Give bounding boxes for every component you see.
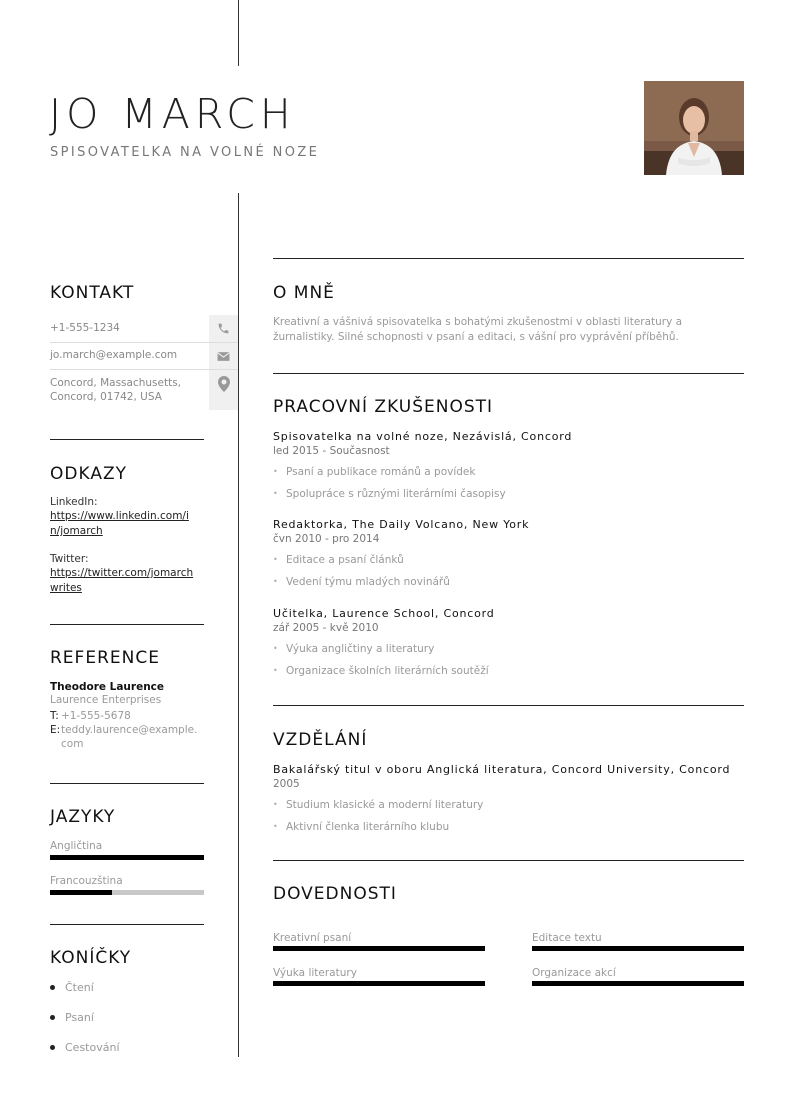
education-degree: Bakalářský titul v oboru Anglická literatura, Concord University, Concord: [273, 763, 731, 776]
vertical-divider-top: [238, 0, 239, 66]
language-name: Angličtina: [50, 840, 103, 852]
reference-company: Laurence Enterprises: [50, 694, 162, 706]
skill-label: Organizace akcí: [532, 967, 616, 979]
job-bullet: • Vedení týmu mladých novinářů: [273, 571, 744, 593]
divider: [273, 258, 744, 259]
skill-bar: [532, 981, 744, 986]
reference-section-title: REFERENCE: [50, 648, 160, 668]
education-year: 2005: [273, 778, 300, 790]
twitter-url-line1[interactable]: https://twitter.com/jomarch: [50, 567, 194, 579]
hobby-item: [50, 1011, 94, 1024]
job-bullets: [273, 549, 744, 593]
job-bullets: [273, 638, 744, 682]
job-bullets: [273, 461, 744, 505]
skill-label: Editace textu: [532, 932, 602, 944]
divider: [273, 705, 744, 706]
job-bullet: • Organizace školních literárních soutěží: [273, 660, 744, 682]
job-entry: [273, 430, 744, 505]
linkedin-url-line1[interactable]: https://www.linkedin.com/i: [50, 510, 189, 522]
about-section-title: O MNĚ: [273, 283, 335, 303]
about-text: Kreativní a vášnivá spisovatelka s bohatými zkušenostmi v oblasti literatury a žurnalistiky. Silné schopnosti v psaní a editaci, s vášní pro vyprávění příběhů.: [273, 316, 683, 343]
contact-section-title: KONTAKT: [50, 283, 135, 303]
skill-bar: [273, 981, 485, 986]
hobbies-section-title: KONÍČKY: [50, 948, 132, 968]
divider: [50, 783, 204, 784]
job-bullet: • Editace a psaní článků: [273, 549, 744, 571]
divider: [50, 439, 204, 440]
reference-email: [61, 723, 197, 751]
job-bullet: • Výuka angličtiny a literatury: [273, 638, 744, 660]
bullet-dot: [50, 985, 55, 990]
bullet-dot: [50, 1015, 55, 1020]
job-title: Redaktorka, The Daily Volcano, New York: [273, 518, 530, 531]
job-entry: [273, 518, 744, 593]
contact-address: [50, 376, 200, 404]
language-level-bar: [50, 855, 204, 860]
language-item: [50, 875, 204, 895]
job-bullet: • Psaní a publikace románů a povídek: [273, 461, 744, 483]
languages-section-title: JAZYKY: [50, 807, 116, 827]
envelope-icon: [209, 343, 238, 369]
reference-email-line2: com: [61, 738, 84, 750]
links-section-title: ODKAZY: [50, 464, 127, 484]
link-twitter: [50, 553, 204, 596]
resume-name: JO MARCH: [49, 90, 296, 138]
hobby-label: Čtení: [65, 981, 94, 994]
twitter-url[interactable]: [50, 566, 204, 596]
link-label: LinkedIn:: [50, 496, 98, 508]
skill-item: [273, 932, 485, 951]
education-entry: [273, 763, 744, 838]
language-level-fill: [50, 890, 112, 895]
job-date: zář 2005 - kvě 2010: [273, 622, 379, 634]
bullet-dot: [50, 1045, 55, 1050]
job-entry: [273, 607, 744, 682]
linkedin-url-line2[interactable]: n/jomarch: [50, 525, 103, 537]
skill-item: [273, 967, 485, 986]
reference-phone-prefix: T:: [50, 710, 59, 722]
language-level-fill: [50, 855, 204, 860]
skill-label: Kreativní psaní: [273, 932, 352, 944]
phone-icon: [209, 315, 238, 342]
hobby-label: Psaní: [65, 1011, 94, 1024]
education-section-title: VZDĚLÁNÍ: [273, 730, 368, 750]
job-date: led 2015 - Současnost: [273, 445, 390, 457]
reference-name: Theodore Laurence: [50, 681, 165, 693]
reference-phone: +1-555-5678: [61, 710, 131, 722]
job-title: Učitelka, Laurence School, Concord: [273, 607, 495, 620]
link-linkedin: [50, 496, 204, 539]
job-title: Spisovatelka na volné noze, Nezávislá, Concord: [273, 430, 573, 443]
map-pin-icon: [209, 370, 238, 410]
resume-subtitle: SPISOVATELKA NA VOLNÉ NOZE: [50, 145, 320, 160]
skills-section-title: DOVEDNOSTI: [273, 884, 397, 904]
job-bullet: • Spolupráce s různými literárními časopisy: [273, 483, 744, 505]
language-name: Francouzština: [50, 875, 123, 887]
link-label: Twitter:: [50, 553, 89, 565]
education-bullets: [273, 794, 744, 838]
contact-phone: +1-555-1234: [50, 322, 120, 334]
hobby-label: Cestování: [65, 1041, 120, 1054]
reference-email-prefix: E:: [50, 724, 61, 736]
reference-phone-line: [50, 709, 204, 723]
linkedin-url[interactable]: [50, 509, 204, 539]
divider: [50, 624, 204, 625]
divider: [273, 373, 744, 374]
education-bullet: • Studium klasické a moderní literatury: [273, 794, 744, 816]
language-item: [50, 840, 204, 860]
language-level-bar: [50, 890, 204, 895]
contact-phone-row: [50, 315, 238, 343]
contact-address-line1: Concord, Massachusetts,: [50, 377, 182, 389]
contact-address-row: [50, 370, 238, 410]
reference-email-line: [50, 723, 204, 751]
reference-block: [50, 681, 204, 751]
job-date: čvn 2010 - pro 2014: [273, 533, 380, 545]
experience-section-title: PRACOVNÍ ZKUŠENOSTI: [273, 397, 494, 417]
contact-email-row: [50, 343, 238, 370]
contact-email: jo.march@example.com: [50, 349, 178, 361]
skill-item: [532, 932, 744, 951]
skill-item: [532, 967, 744, 986]
skill-label: Výuka literatury: [273, 967, 357, 979]
divider: [50, 924, 204, 925]
twitter-url-line2[interactable]: writes: [50, 582, 82, 594]
hobby-item: [50, 1041, 120, 1054]
divider: [273, 860, 744, 861]
education-bullet: • Aktivní členka literárního klubu: [273, 816, 744, 838]
vertical-divider-main: [238, 193, 239, 1057]
hobby-item: [50, 981, 94, 994]
contact-address-line2: Concord, 01742, USA: [50, 391, 162, 403]
skill-bar: [273, 946, 485, 951]
skill-bar: [532, 946, 744, 951]
reference-email-line1: teddy.laurence@example.: [61, 724, 198, 736]
profile-photo: [644, 81, 744, 175]
